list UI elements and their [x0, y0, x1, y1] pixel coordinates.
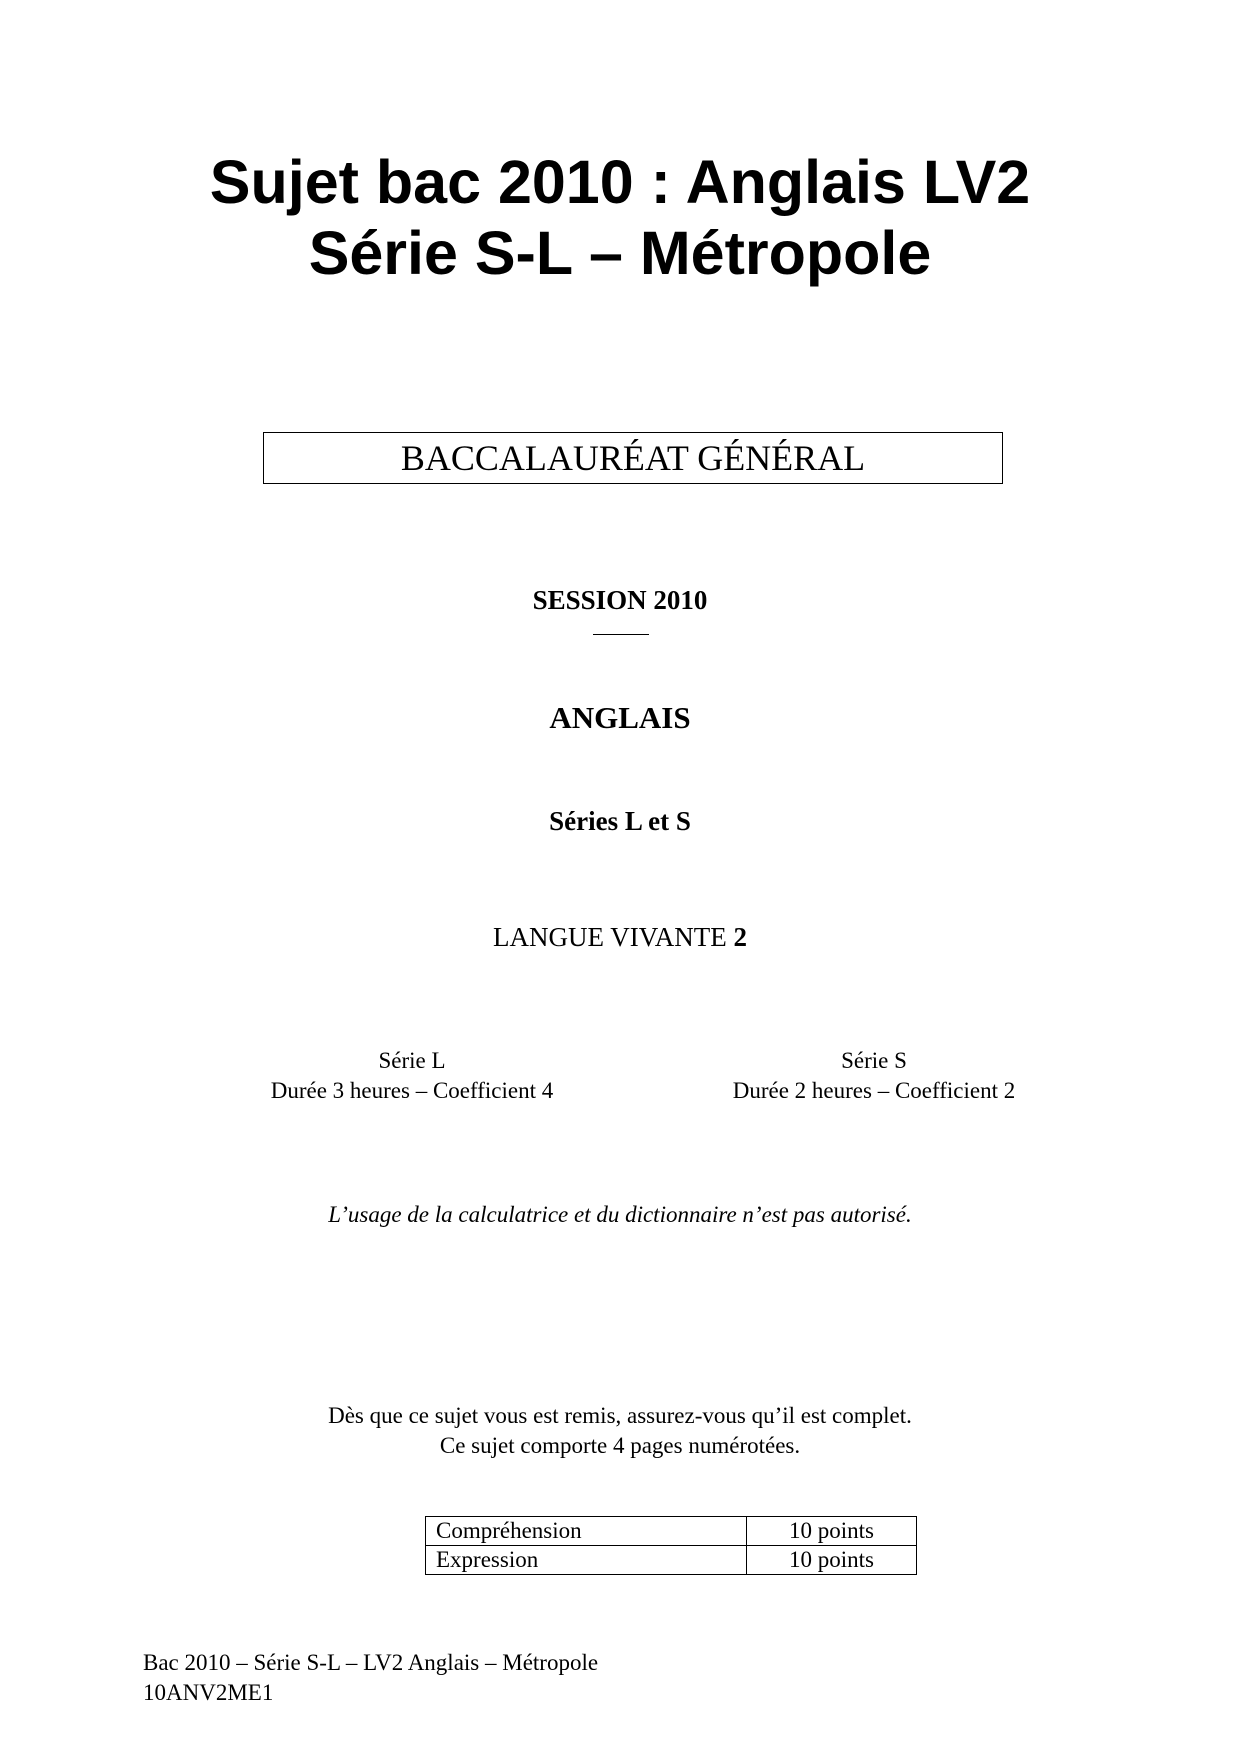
calculator-notice: L’usage de la calculatrice et du dictionnaire n’est pas autorisé. [328, 1202, 912, 1227]
instructions-line-2: Ce sujet comporte 4 pages numérotées. [439, 1433, 801, 1458]
table-row [426, 1546, 917, 1575]
points-table [425, 1516, 917, 1575]
exam-type-box: BACCALAURÉAT GÉNÉRAL [263, 432, 1003, 484]
instructions-line-1: Dès que ce sujet vous est remis, assurez-vous qu’il est complet. [328, 1403, 912, 1428]
serie-l-column [212, 1046, 612, 1106]
session-divider [593, 634, 649, 635]
serie-l-name: Série L [378, 1048, 446, 1073]
footer-code: 10ANV2ME1 [143, 1680, 274, 1705]
page-footer [143, 1648, 598, 1708]
page-title-line-2: Série S-L – Métropole [308, 219, 932, 287]
table-row [426, 1517, 917, 1546]
table-cell-points: 10 points [747, 1517, 917, 1546]
subject-label: ANGLAIS [549, 700, 691, 735]
serie-l-duration: Durée 3 heures – Coefficient 4 [270, 1078, 554, 1103]
footer-line-1: Bac 2010 – Série S-L – LV2 Anglais – Métropole [143, 1650, 599, 1675]
page-title-line-1: Sujet bac 2010 : Anglais LV2 [209, 148, 1031, 216]
session-label: SESSION 2010 [532, 585, 708, 615]
langue-text: LANGUE VIVANTE [493, 922, 734, 952]
table-cell-points: 10 points [747, 1546, 917, 1575]
serie-s-column [674, 1046, 1074, 1106]
serie-s-duration: Durée 2 heures – Coefficient 2 [732, 1078, 1016, 1103]
instructions [0, 1401, 1240, 1461]
langue-label [0, 921, 1240, 953]
series-label: Séries L et S [549, 806, 691, 836]
table-cell-label: Compréhension [426, 1517, 747, 1546]
table-cell-label: Expression [426, 1546, 747, 1575]
langue-number: 2 [733, 922, 747, 952]
serie-s-name: Série S [841, 1048, 907, 1073]
